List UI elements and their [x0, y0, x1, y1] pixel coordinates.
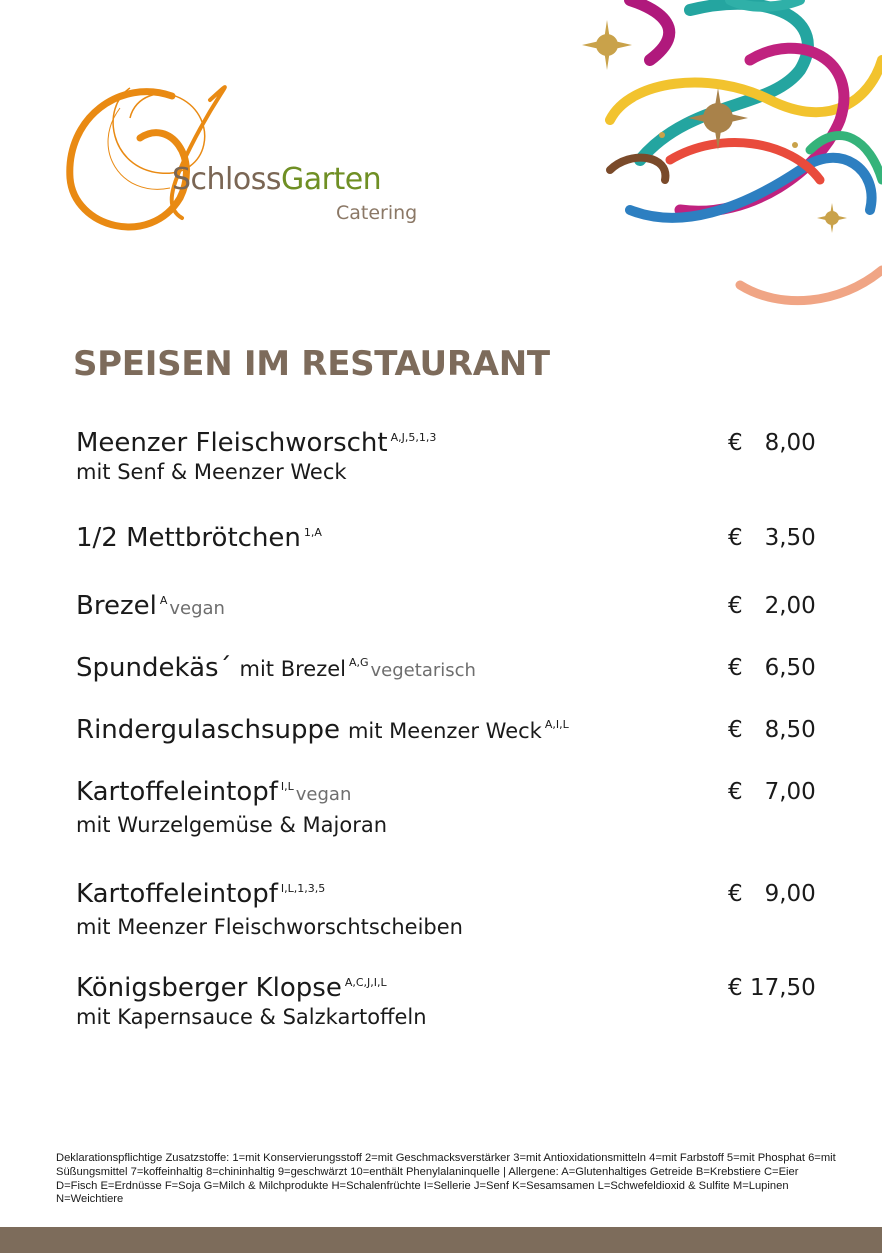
item-price: [728, 975, 816, 1001]
price-value: 8,50: [764, 717, 816, 743]
menu-item: [76, 777, 816, 837]
item-allergens: A,I,L: [544, 717, 569, 731]
item-allergens: A,G: [348, 655, 369, 669]
menu-item: [76, 653, 816, 683]
item-name: Rindergulaschsuppe: [76, 715, 340, 745]
price-value: 6,50: [764, 655, 816, 681]
logo-word-schloss: Schloss: [172, 162, 281, 197]
logo-word-garten: Garten: [281, 162, 382, 197]
item-name: Brezel: [76, 591, 157, 621]
currency-symbol: €: [728, 525, 743, 551]
item-price: [728, 779, 816, 805]
item-description: mit Kapernsauce & Salzkartoffeln: [76, 1005, 427, 1029]
currency-symbol: €: [728, 975, 743, 1001]
menu-item: [76, 428, 816, 484]
price-value: 9,00: [764, 881, 816, 907]
item-name: Spundekäs´: [76, 653, 232, 683]
page-title: SPEISEN IM RESTAURANT: [73, 344, 550, 384]
currency-symbol: €: [728, 717, 743, 743]
menu-item: [76, 523, 816, 553]
currency-symbol: €: [728, 593, 743, 619]
item-diet-tag: vegan: [295, 784, 352, 805]
logo-subtitle: Catering: [336, 202, 418, 224]
menu-item: [76, 973, 816, 1029]
item-name: Kartoffeleintopf: [76, 879, 278, 909]
item-description: mit Meenzer Fleischworschtscheiben: [76, 915, 463, 939]
confetti-streamers-icon: [570, 0, 882, 320]
item-allergens: A: [159, 593, 168, 607]
item-price: [728, 655, 816, 681]
item-allergens: I,L: [280, 779, 294, 793]
item-diet-tag: vegetarisch: [370, 660, 476, 681]
price-value: 17,50: [749, 975, 816, 1001]
currency-symbol: €: [728, 655, 743, 681]
currency-symbol: €: [728, 779, 743, 805]
item-extra: mit Meenzer Weck: [347, 719, 542, 743]
item-price: [728, 881, 816, 907]
item-description: mit Wurzelgemüse & Majoran: [76, 813, 388, 837]
item-allergens: 1,A: [303, 525, 322, 539]
item-name: Kartoffeleintopf: [76, 777, 278, 807]
item-price: [728, 430, 816, 456]
logo: [60, 78, 430, 248]
currency-symbol: €: [728, 881, 743, 907]
logo-wordmark: [172, 162, 381, 197]
item-price: [728, 593, 816, 619]
menu-item: [76, 879, 816, 939]
item-allergens: I,L,1,3,5: [280, 881, 326, 895]
item-allergens: A,C,J,I,L: [344, 975, 387, 989]
item-description: mit Senf & Meenzer Weck: [76, 460, 347, 484]
item-name: Meenzer Fleischworscht: [76, 428, 388, 458]
footer-bar: [0, 1227, 882, 1253]
price-value: 2,00: [764, 593, 816, 619]
allergen-footnote: Deklarationspflichtige Zusatzstoffe: 1=mit Konservierungsstoff 2=mit Geschmacksverstärker 3=mit Antioxidationsmitteln 4=mit Farbstoff 5=mit Phosphat 6=mit Süßungsmittel 7=koffeinhaltig 8=chininhaltig 9=geschwärzt 10=enthält Phenylalaninquelle | Allergene: A=Glutenhaltiges Getreide B=Krebstiere C=Eier D=Fisch E=Erdnüsse F=Soja G=Milch & Milchprodukte H=Schalenfrüchte I=Sellerie J=Senf K=Sesamsamen L=Schwefeldioxid & Sulfite M=Lupinen N=Weichtiere: [56, 1152, 836, 1206]
price-value: 8,00: [764, 430, 816, 456]
item-price: [728, 717, 816, 743]
item-name: 1/2 Mettbrötchen: [76, 523, 301, 553]
item-diet-tag: vegan: [169, 598, 225, 619]
item-extra: mit Brezel: [239, 657, 346, 681]
menu-item: [76, 591, 816, 621]
item-price: [728, 525, 816, 551]
currency-symbol: €: [728, 430, 743, 456]
item-name: Königsberger Klopse: [76, 973, 342, 1003]
item-allergens: A,J,5,1,3: [390, 430, 437, 444]
price-value: 3,50: [764, 525, 816, 551]
price-value: 7,00: [764, 779, 816, 805]
menu-item: [76, 715, 816, 745]
